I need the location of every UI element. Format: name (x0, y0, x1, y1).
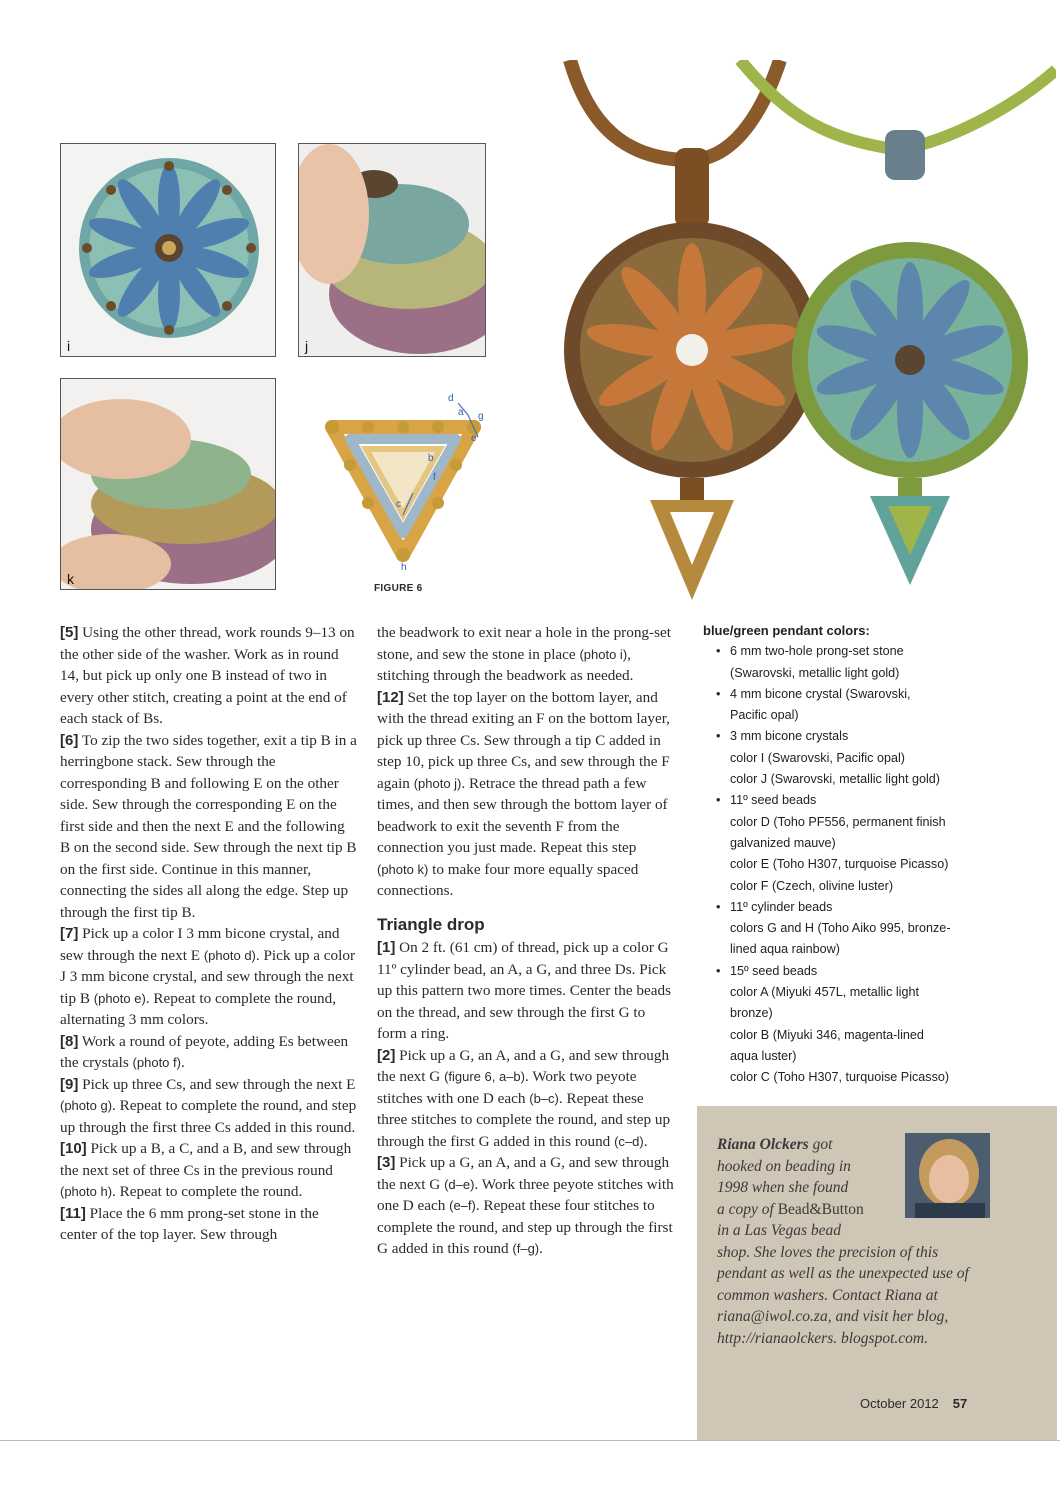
beaded-disc-illustration (61, 144, 276, 357)
material-item: • 3 mm bicone crystals color I (Swarovski, Pacific opal) color J (Swarovski, metallic light gold) (703, 726, 1003, 790)
bottom-rule (0, 1440, 1060, 1441)
text-column-1 (60, 622, 358, 1246)
step-12: [12] Set the top layer on the bottom layer, and with the thread exiting an F on the bottom layer, pick up three Cs. Sew through a tip C added in step 10, pick up three Cs, and sew through the F again (photo j). Retrace the thread path a few times, and then sew through the bottom layer of beadwork to exit the seventh F from the connection you just made. Repeat this step (photo k) to make four more equally spaced connections. (377, 688, 670, 899)
issue-date: October 2012 (860, 1396, 939, 1411)
materials-title: blue/green pendant colors: (703, 623, 870, 638)
triangle-drop-heading: Triangle drop (377, 914, 485, 934)
figure-label-d: d (448, 393, 454, 404)
figure-caption: FIGURE 6 (374, 583, 423, 594)
figure-label-e: e (471, 433, 477, 444)
step-10: [10] Pick up a B, a C, and a B, and sew through the next set of three Cs in the previous round (photo h). Repeat to complete the round. (60, 1140, 352, 1200)
text-column-2 (377, 622, 677, 1260)
photo-label-i: i (67, 338, 71, 354)
material-item: • 15º seed beads color A (Miyuki 457L, metallic light bronze) color B (Miyuki 346, magenta-lined aqua luster) color C (Toho H307, turquoise Picasso) (703, 961, 1003, 1089)
triangle-step-1: [1] On 2 ft. (61 cm) of thread, pick up a color G 11º cylinder bead, an A, a G, and three Ds. Pick up this pattern two more times. Center the beads on the thread, and sew through the first G to form a ring. (377, 939, 671, 1042)
page-number: 57 (952, 1396, 968, 1411)
page-footer (860, 1396, 967, 1411)
pendant-necklaces-illustration (530, 60, 1056, 600)
zipping-layers-illustration (299, 144, 486, 357)
photo-i (60, 143, 276, 357)
triangle-step-2: [2] Pick up a G, an A, and a G, and sew through the next G (figure 6, a–b). Work two peyote stitches with one D each (b–c). Repeat these three stitches to complete the round, and step up through the first G added in this round (c–d). (377, 1046, 671, 1150)
figure-label-a: a (458, 407, 464, 418)
necklaces-photo (530, 60, 1056, 600)
materials-items (703, 641, 1003, 1088)
material-item: • 11º seed beads color D (Toho PF556, permanent finish galvanized mauve) color E (Toho H307, turquoise Picasso) color F (Czech, olivine luster) (703, 790, 1003, 896)
step-6: [6] To zip the two sides together, exit a tip B in a herringbone stack. Sew through the corresponding B and following E on the other side. Sew through the corresponding E on the first side and then the next E and the following B on the second side. Sew through the next tip B on the first side. Continue in this manner, connecting the sides all along the edge. Step up through the first tip B. (60, 731, 357, 921)
material-item: • 11º cylinder beads colors G and H (Toho Aiko 995, bronze- lined aqua rainbow) (703, 897, 1003, 961)
step-11-continued: the beadwork to exit near a hole in the prong-set stone, and sew the stone in place (photo i), stitching through the beadwork as needed. (377, 624, 671, 684)
triangle-step-3: [3] Pick up a G, an A, and a G, and sew through the next G (d–e). Work three peyote stitches with one D each (e–f). Repeat these four stitches to complete the round, and step up through the first G added in this round (f–g). (377, 1154, 674, 1257)
photo-j (298, 143, 486, 357)
step-8: [8] Work a round of peyote, adding Es between the crystals (photo f). (60, 1032, 349, 1071)
figure-label-c: c (396, 499, 401, 510)
step-9: [9] Pick up three Cs, and sew through the next E (photo g). Repeat to complete the round, and step up through the first three Cs added in this round. (60, 1075, 357, 1136)
photo-label-j: j (305, 338, 309, 354)
step-11: [11] Place the 6 mm prong-set stone in the center of the top layer. Sew through (60, 1204, 319, 1243)
photo-label-k: k (67, 571, 74, 587)
connecting-layers-illustration (61, 379, 276, 590)
figure-6 (308, 385, 498, 597)
material-item: • 4 mm bicone crystal (Swarovski, Pacific opal) (703, 684, 1003, 727)
material-item: • 6 mm two-hole prong-set stone (Swarovski, metallic light gold) (703, 641, 1003, 684)
step-5: [5] Using the other thread, work rounds 9–13 on the other side of the washer. Work as in round 14, but pick up only one B instead of two in every other stitch, creating a point at the end of each stack of Bs. (60, 624, 355, 727)
photo-k (60, 378, 276, 590)
figure-label-h: h (401, 562, 407, 573)
triangle-bead-diagram (308, 385, 498, 575)
figure-label-g: g (478, 411, 484, 422)
figure-label-f: f (433, 472, 436, 483)
author-bio: Riana Olckers got hooked on beading in 1998 when she found a copy of Bead&Button in a Las Vegas bead shop. She loves the precision of this pendant as well as the unexpected use of common washers. Contact Riana at riana@iwol.co.za, and visit her blog, http://rianaolckers. blogspot.com. (717, 1136, 969, 1347)
figure-label-b: b (428, 453, 434, 464)
materials-list (703, 620, 1003, 1089)
step-7: [7] Pick up a color I 3 mm bicone crystal, and sew through the next E (photo d). Pick up a color J 3 mm bicone crystal, and sew through the next tip B (photo e). Repeat to complete the round, alternating 3 mm colors. (60, 925, 356, 1028)
